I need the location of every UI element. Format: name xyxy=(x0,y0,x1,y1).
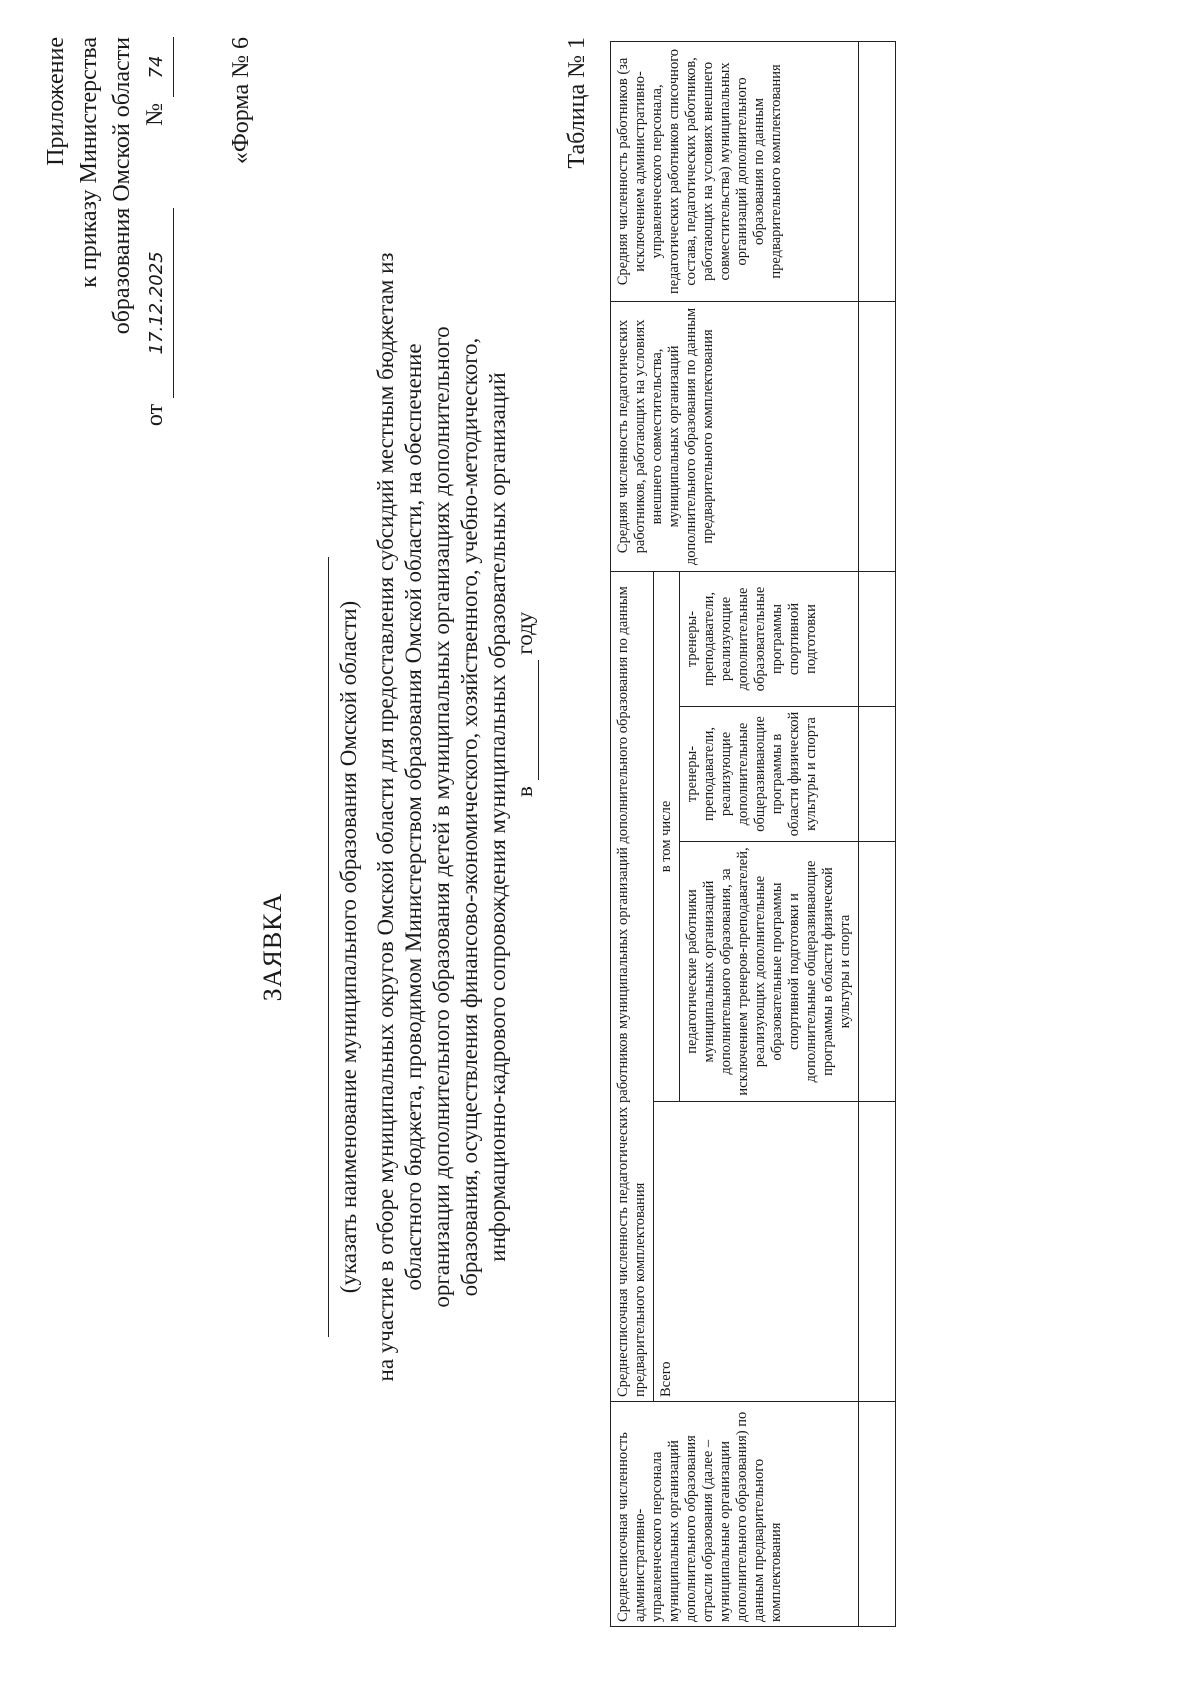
municipality-hint: (указать наименование муниципального образования Омской области) xyxy=(336,600,361,1294)
form-label: «Форма № 6 xyxy=(228,37,254,165)
table-cell[interactable] xyxy=(859,1402,896,1627)
col-coaches-general: тренеры-преподаватели, реализующие дополнительные общеразвивающие программы в области физической культуры и спорта xyxy=(680,707,859,842)
col-external-staff: Средняя численность педагогических работников, работающих на условиях внешнего совместительства, муниципальных организаций дополнительного образования по данным предварительного комплектования xyxy=(611,301,859,571)
table-label: Таблица № 1 xyxy=(564,37,590,169)
order-number-label: № xyxy=(142,103,168,126)
request-body xyxy=(372,17,512,1617)
table-cell[interactable] xyxy=(859,301,896,571)
appendix-line: образования Омской области xyxy=(109,37,135,335)
body-line: информационно-кадрового сопровождения муниципальных образовательных организаций xyxy=(485,372,510,1262)
table-cell[interactable] xyxy=(859,707,896,842)
col-group-pedagogical: Среднесписочная численность педагогических работников муниципальных организаций дополнительного образования по данным предварительного комплектования xyxy=(611,571,654,1401)
table-cell[interactable] xyxy=(859,41,896,301)
order-line xyxy=(139,37,174,597)
order-from-label: от xyxy=(142,403,168,427)
order-date: 17.12.2025 xyxy=(146,251,167,355)
appendix-block xyxy=(40,37,174,597)
col-pedagogical-other: педагогические работники муниципальных организаций дополнительного образования, за исключением тренеров-преподавателей, реализующих дополнительные образовательные программы спортивной подготовки и дополнительные общеразвивающие программы в области физической культуры и спорта xyxy=(680,842,859,1102)
body-line: образования, осуществления финансово-экономического, хозяйственного, учебно-методического, xyxy=(457,337,482,1297)
table-cell[interactable] xyxy=(859,1102,896,1402)
year-prefix: в xyxy=(512,786,537,797)
col-other-staff: Средняя численность работников (за исключением административно-управленческого персонала, педагогических работников списочного состава, педагогических работников, работающих на условиях внешнего совместительства) муниципальных организаций дополнительного образования по данным предварительного комплектования xyxy=(611,41,859,301)
table-1 xyxy=(610,41,896,1627)
appendix-line: к приказу Министерства xyxy=(76,37,102,288)
col-including: в том числе xyxy=(654,571,680,1101)
body-line: организации дополнительного образования детей в муниципальных организациях дополнительного xyxy=(429,326,454,1308)
col-coaches-sport: тренеры-преподаватели, реализующие дополнительные образовательные программы спортивной подготовки xyxy=(680,571,859,706)
year-field xyxy=(512,660,539,780)
order-date-field xyxy=(139,208,174,398)
table-cell[interactable] xyxy=(859,842,896,1102)
order-number-field xyxy=(139,37,174,97)
col-total: Всего xyxy=(654,1102,859,1402)
col-admin-staff: Среднесписочная численность административно-управленческого персонала муниципальных организаций дополнительного образования отрасли образования (далее – муниципальные организации дополнительного образования) по данным предварительного комплектования xyxy=(611,1402,859,1627)
table-row xyxy=(859,41,896,1626)
appendix-line: Приложение xyxy=(43,37,69,166)
year-line xyxy=(512,612,539,797)
municipality-name-line xyxy=(328,557,329,1337)
order-number: 74 xyxy=(146,55,167,79)
body-line: областного бюджета, проводимом Министерством образования Омской области, на обеспечение xyxy=(401,343,426,1291)
year-suffix: году xyxy=(512,611,537,655)
table-cell[interactable] xyxy=(859,571,896,706)
document-title: ЗАЯВКА xyxy=(258,892,287,1002)
body-line: на участие в отборе муниципальных округов Омской области для предоставления субсидий местным бюджетам из xyxy=(373,252,398,1382)
